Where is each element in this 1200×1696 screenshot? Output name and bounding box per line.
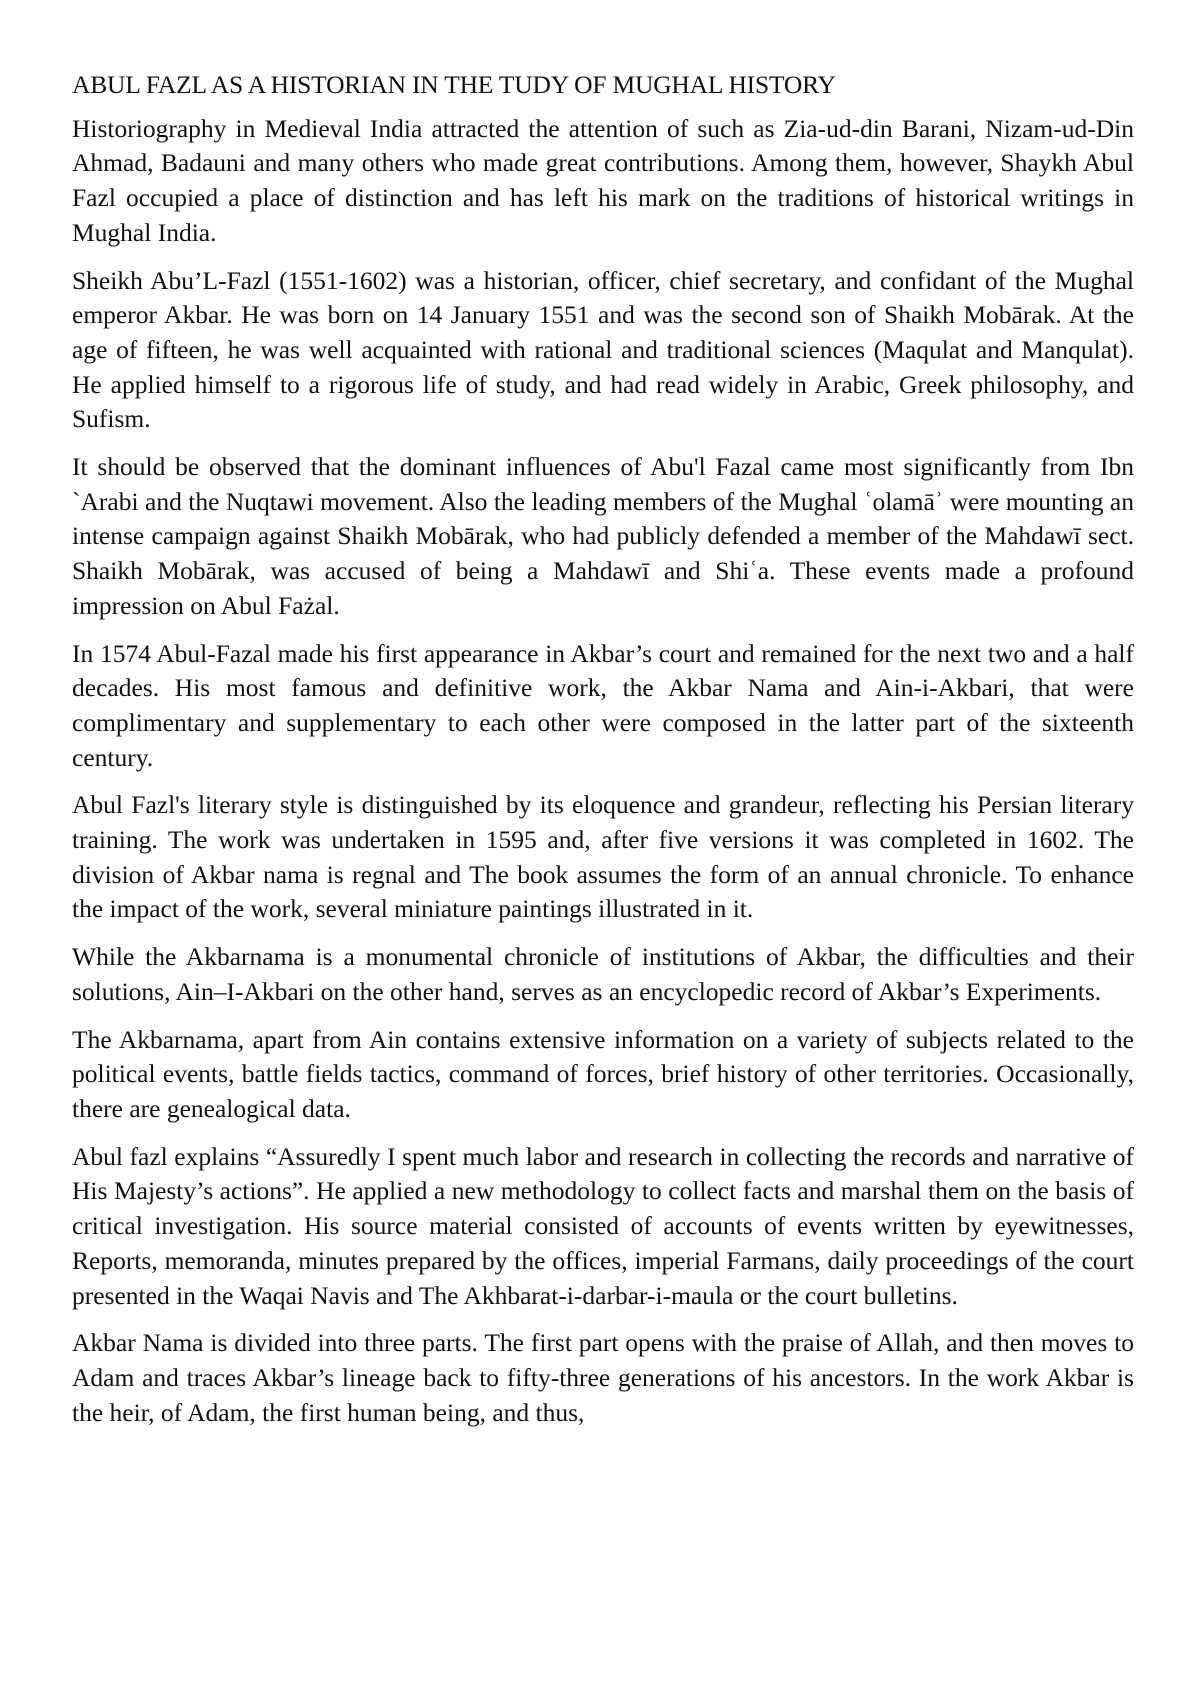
document-page — [72, 68, 1134, 1443]
paragraph-literary-style: Abul Fazl's literary style is distinguished by its eloquence and grandeur, reflecting his Persian literary training. The work was undertaken in 1595 and, after five versions it was completed in 1602. The division of Akbar nama is regnal and The book assumes the form of an annual chronicle. To enhance the impact of the work, several miniature paintings illustrated in it. — [72, 790, 1134, 924]
paragraph-methodology: Abul fazl explains “Assuredly I spent much labor and research in collecting the records and narrative of His Majesty’s actions”. He applied a new methodology to collect facts and marshal them on the basis of critical investigation. His source material consisted of accounts of events written by eyewitnesses, Reports, memoranda, minutes prepared by the offices, imperial Farmans, daily proceedings of the court presented in the Waqai Navis and The Akhbarat-i-darbar-i-maula or the court bulletins. — [72, 1141, 1134, 1310]
paragraph-akbarnama-contents: The Akbarnama, apart from Ain contains extensive information on a variety of subjects related to the political events, battle fields tactics, command of forces, brief history of other territories. Occasionally, there are genealogical data. — [72, 1024, 1134, 1123]
paragraph-akbarnama-ain: While the Akbarnama is a monumental chronicle of institutions of Akbar, the difficulties and their solutions, Ain–I-Akbari on the other hand, serves as an encyclopedic record of Akbar’s Experiments. — [72, 942, 1134, 1006]
paragraph-three-parts: Akbar Nama is divided into three parts. The first part opens with the praise of Allah, and then moves to Adam and traces Akbar’s lineage back to fifty-three generations of his ancestors. In the work Akbar is the heir, of Adam, the first human being, and thus, — [72, 1328, 1134, 1427]
paragraph-influences: It should be observed that the dominant influences of Abu'l Fazal came most significantly from Ibn `Arabi and the Nuqtawi movement. Also the leading members of the Mughal ʿolamāʾ were mounting an intense campaign against Shaikh Mobārak, who had publicly defended a member of the Mahdawī sect. Shaikh Mobārak, was accused of being a Mahdawī and Shiʿa. These events made a profound impression on Abul Fażal. — [72, 452, 1134, 620]
document-title: ABUL FAZL AS A HISTORIAN IN THE TUDY OF MUGHAL HISTORY — [72, 70, 836, 99]
paragraph-historiography: Historiography in Medieval India attracted the attention of such as Zia-ud-din Barani, Nizam-ud-Din Ahmad, Badauni and many others who made great contributions. Among them, however, Shaykh Abul Fazl occupied a place of distinction and has left his mark on the traditions of historical writings in Mughal India. — [72, 113, 1134, 247]
paragraph-court-appearance: In 1574 Abul-Fazal made his first appearance in Akbar’s court and remained for the next two and a half decades. His most famous and definitive work, the Akbar Nama and Ain-i-Akbari, that were complimentary and supplementary to each other were composed in the latter part of the sixteenth century. — [72, 638, 1134, 772]
paragraph-biography: Sheikh Abu’L-Fazl (1551-1602) was a historian, officer, chief secretary, and confidant of the Mughal emperor Akbar. He was born on 14 January 1551 and was the second son of Shaikh Mobārak. At the age of fifteen, he was well acquainted with rational and traditional sciences (Maqulat and Manqulat). He applied himself to a rigorous life of study, and had read widely in Arabic, Greek philosophy, and Sufism. — [72, 265, 1134, 434]
